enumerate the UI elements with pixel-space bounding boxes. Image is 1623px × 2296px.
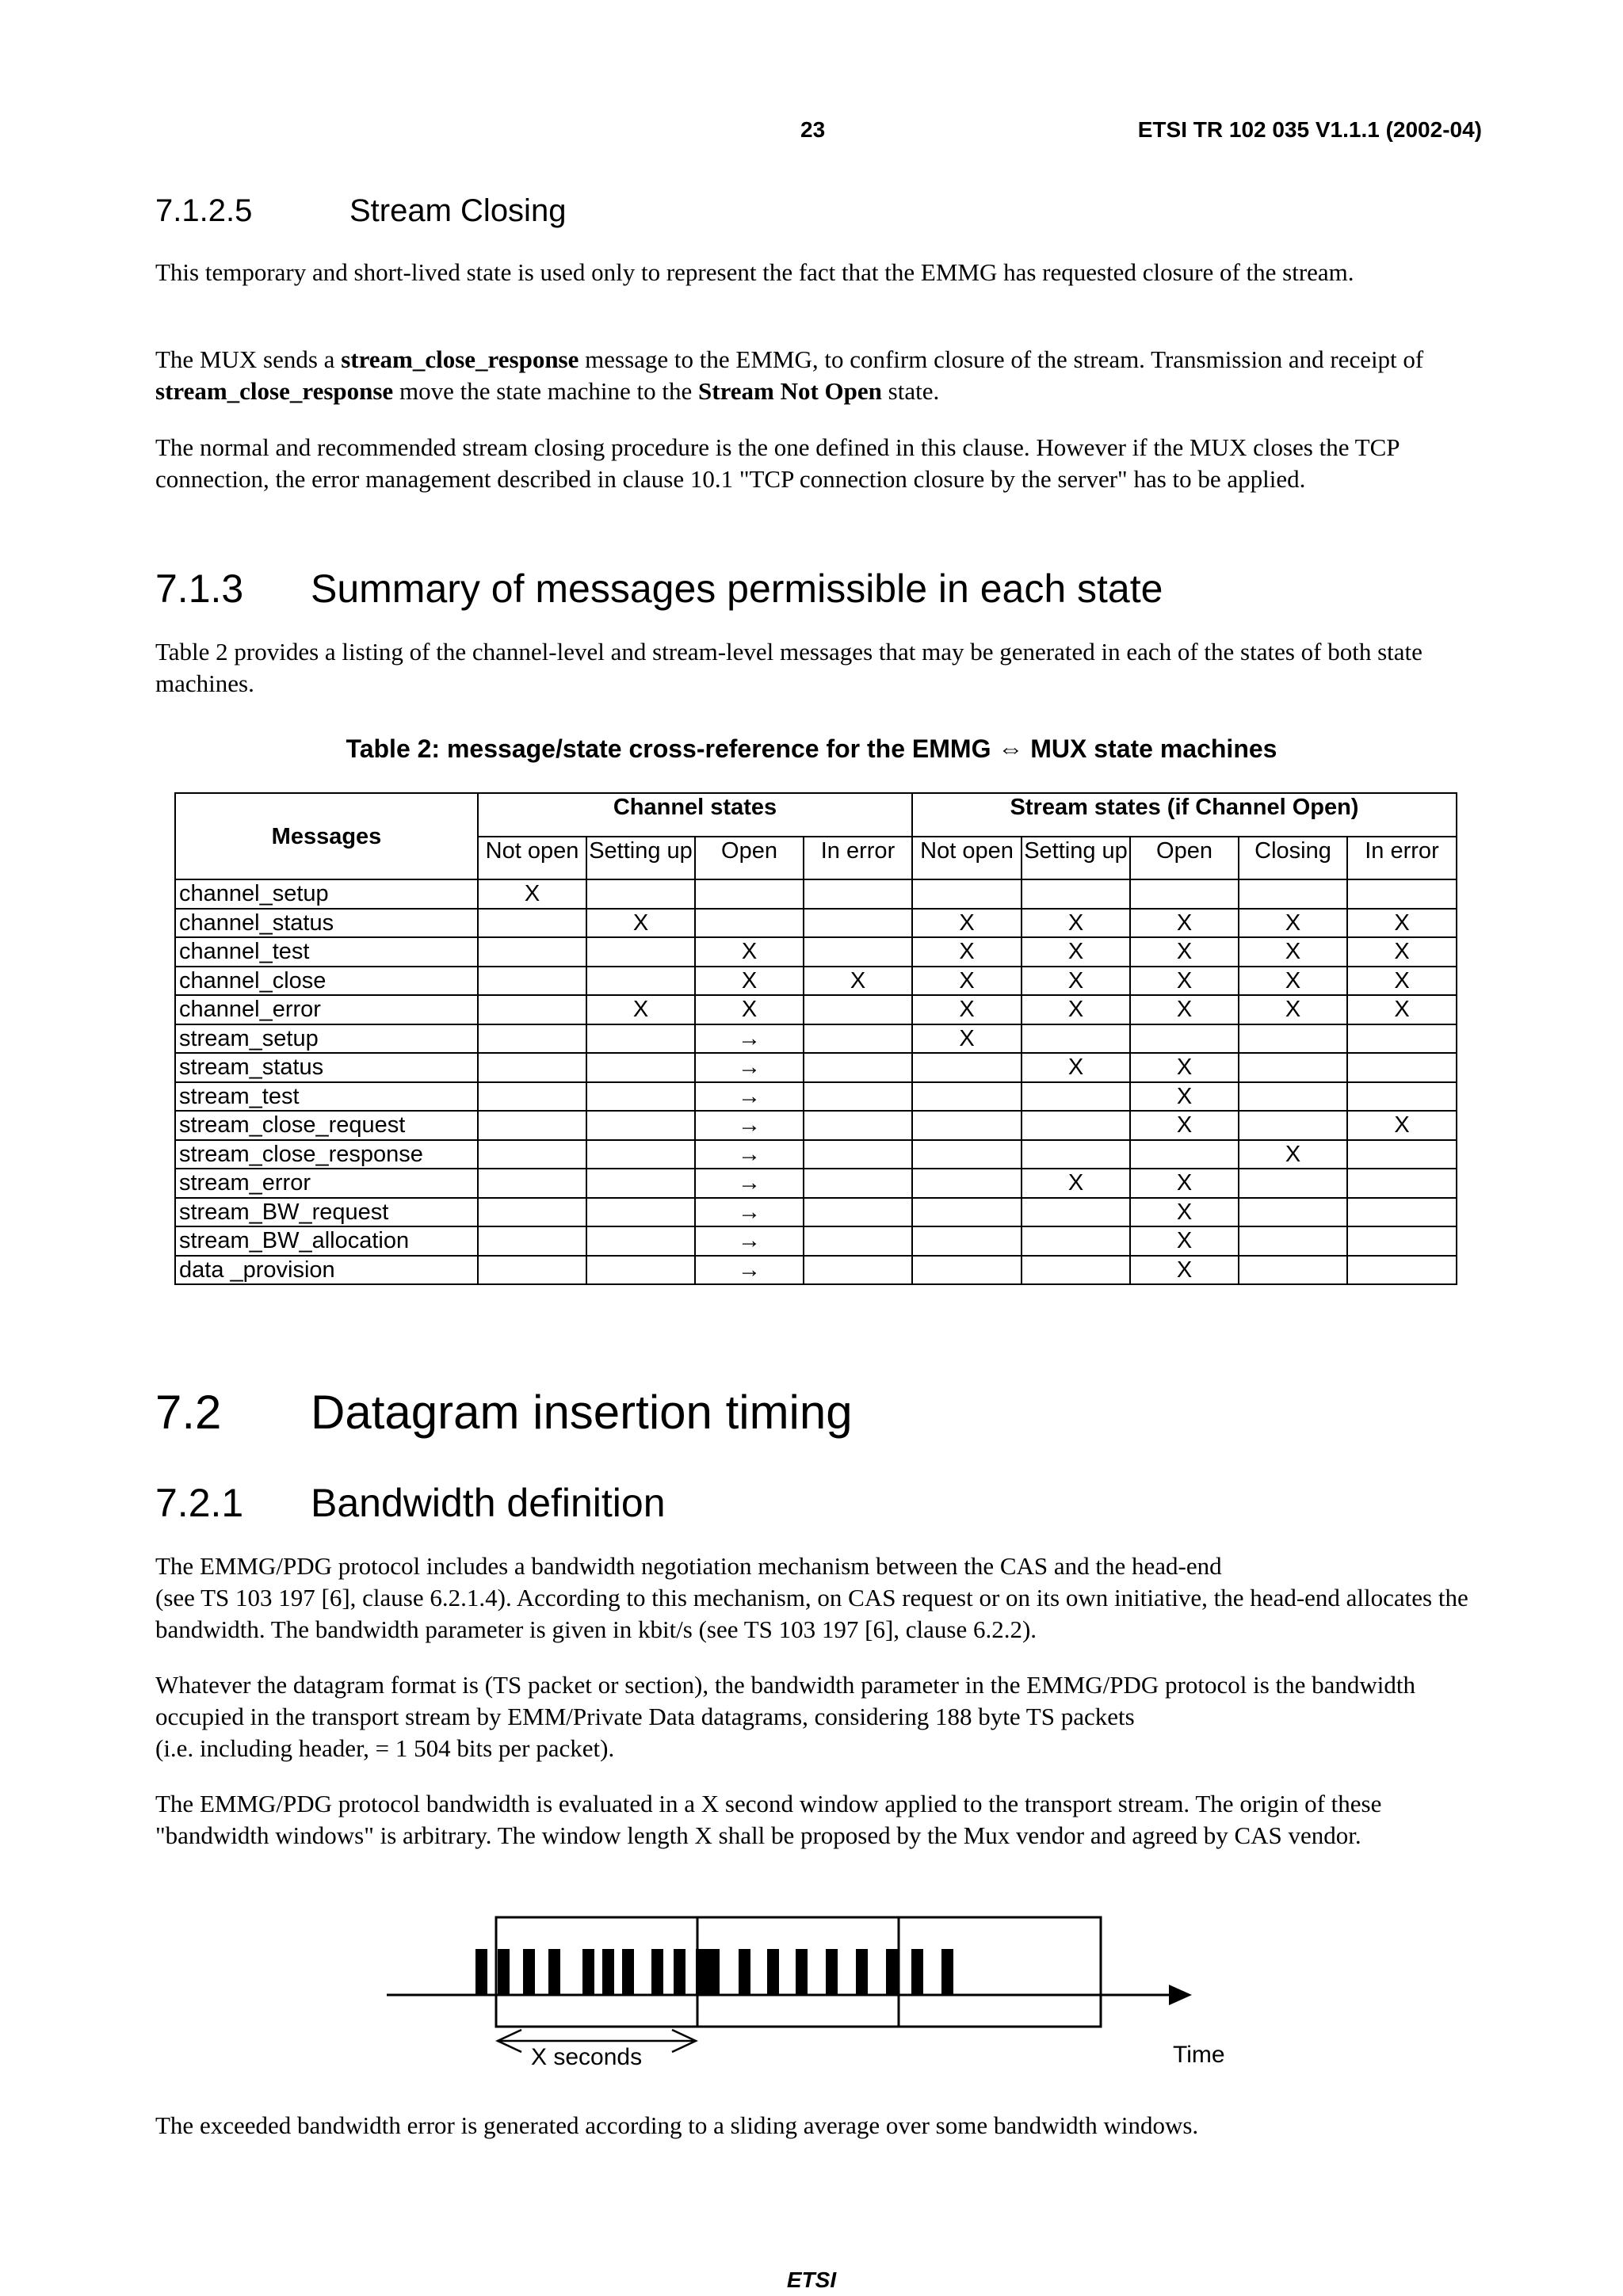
state-cell: X — [912, 995, 1022, 1024]
paragraph-bandwidth-3: The EMMG/PDG protocol bandwidth is evaluated in a X second window applied to the transport stream. The origin of these "bandwidth windows" is arbitrary. The window length X shall be proposed by the Mux vendor and agreed by CAS vendor. — [155, 1790, 1382, 1849]
state-cell — [912, 1053, 1022, 1082]
message-name-cell: stream_test — [175, 1082, 478, 1112]
table-row — [175, 1082, 1457, 1112]
state-cell: X — [912, 967, 1022, 996]
state-name: Stream Not Open — [698, 377, 882, 405]
message-name-cell: channel_test — [175, 937, 478, 967]
state-cell: X — [1239, 909, 1347, 938]
bandwidth-window-diagram — [372, 1901, 1252, 2092]
state-cell: X — [912, 1024, 1022, 1054]
state-cell: X — [1130, 1111, 1239, 1140]
state-cell: X — [1130, 909, 1239, 938]
state-cell — [1347, 1198, 1457, 1227]
datagram-bar — [886, 1949, 898, 1995]
heading-title: Bandwidth definition — [311, 1481, 666, 1525]
state-cell: X — [912, 937, 1022, 967]
state-cell — [804, 1053, 912, 1082]
state-cell — [1347, 1226, 1457, 1256]
state-cell — [1239, 1226, 1347, 1256]
message-name-cell: channel_close — [175, 967, 478, 996]
message-name: stream_close_response — [155, 377, 394, 405]
state-cell — [1130, 1024, 1239, 1054]
heading-number: 7.1.3 — [155, 566, 244, 611]
heading-title: Summary of messages permissible in each state — [311, 566, 1163, 611]
datagram-bar — [941, 1949, 953, 1995]
state-cell — [586, 1169, 695, 1198]
state-cell — [478, 967, 586, 996]
state-cell — [586, 1082, 695, 1112]
state-cell: X — [1239, 967, 1347, 996]
state-cell — [1239, 1256, 1347, 1285]
state-cell — [1347, 1053, 1457, 1082]
datagram-bar — [651, 1949, 663, 1995]
state-cell — [586, 937, 695, 967]
state-cell — [478, 1198, 586, 1227]
state-column-header: Not open — [478, 837, 586, 880]
state-cell — [1347, 879, 1457, 909]
state-cell — [586, 1140, 695, 1169]
footer-etsi: ETSI — [786, 2267, 837, 2292]
message-name-cell: stream_close_request — [175, 1111, 478, 1140]
datagram-bar — [548, 1949, 560, 1995]
table-row — [175, 967, 1457, 996]
message-name: stream_close_response — [341, 345, 579, 373]
state-cell — [586, 1111, 695, 1140]
state-cell — [1347, 1024, 1457, 1054]
state-cell: X — [912, 909, 1022, 938]
datagram-bar — [622, 1949, 634, 1995]
table-caption: Table 2: message/state cross-reference for the EMMG ⇔ MUX state machines — [346, 734, 1277, 763]
state-cell — [1022, 1111, 1130, 1140]
table-row — [175, 1256, 1457, 1285]
state-cell — [1239, 879, 1347, 909]
table-row — [175, 1226, 1457, 1256]
heading-summary-of-messages — [155, 566, 1163, 612]
state-cell — [912, 879, 1022, 909]
state-cell: X — [1347, 937, 1457, 967]
state-cell: → — [695, 1256, 804, 1285]
state-cell — [804, 995, 912, 1024]
table-row — [175, 1198, 1457, 1227]
paragraph-bandwidth-2 — [155, 1669, 1475, 1764]
datagram-bar — [696, 1949, 708, 1995]
table-body — [175, 879, 1457, 1284]
message-name-cell: channel_status — [175, 909, 478, 938]
paragraph-line: The EMMG/PDG protocol includes a bandwidth negotiation mechanism between the CAS and the head-end — [155, 1552, 1222, 1580]
datagram-bar — [708, 1949, 720, 1995]
datagram-bar — [674, 1949, 685, 1995]
paragraph-table-intro: Table 2 provides a listing of the channel-level and stream-level messages that may be generated in each of the states of both state machines. — [155, 638, 1423, 697]
text-run: move the state machine to the — [393, 377, 698, 405]
state-cell — [804, 1140, 912, 1169]
state-cell: X — [1022, 937, 1130, 967]
state-cell: X — [1130, 1169, 1239, 1198]
message-name-cell: stream_setup — [175, 1024, 478, 1054]
heading-bandwidth-definition — [155, 1480, 666, 1526]
state-cell: X — [478, 879, 586, 909]
state-cell — [478, 1226, 586, 1256]
state-cell — [1130, 1140, 1239, 1169]
datagram-bar — [767, 1949, 779, 1995]
heading-number: 7.1.2.5 — [155, 193, 253, 228]
state-cell — [912, 1082, 1022, 1112]
datagram-bar — [498, 1949, 510, 1995]
heading-title: Stream Closing — [349, 193, 567, 228]
state-cell — [804, 1082, 912, 1112]
text-run: state. — [881, 377, 940, 405]
datagram-bar — [796, 1949, 808, 1995]
table-row — [175, 879, 1457, 909]
state-cell: X — [1130, 937, 1239, 967]
table-row — [175, 1169, 1457, 1198]
state-cell: X — [1130, 1053, 1239, 1082]
state-cell: X — [1347, 909, 1457, 938]
state-cell: X — [1022, 1169, 1130, 1198]
table-row — [175, 1053, 1457, 1082]
state-cell — [1239, 1082, 1347, 1112]
state-cell — [1347, 1082, 1457, 1112]
message-name-cell: stream_BW_allocation — [175, 1226, 478, 1256]
state-cell — [1347, 1169, 1457, 1198]
table-row — [175, 995, 1457, 1024]
heading-number: 7.2.1 — [155, 1481, 244, 1525]
state-cell — [1022, 1198, 1130, 1227]
state-cell — [478, 1140, 586, 1169]
state-cell — [912, 1140, 1022, 1169]
heading-stream-closing — [155, 193, 566, 229]
state-cell — [586, 1256, 695, 1285]
state-cell: X — [586, 995, 695, 1024]
state-cell — [478, 1053, 586, 1082]
state-cell — [586, 1198, 695, 1227]
state-cell: X — [1130, 1226, 1239, 1256]
state-cell: X — [1347, 995, 1457, 1024]
time-axis-arrowhead — [1169, 1985, 1192, 2005]
heading-number: 7.2 — [155, 1386, 222, 1439]
state-cell — [804, 879, 912, 909]
state-cell: → — [695, 1024, 804, 1054]
page-number: 23 — [800, 117, 826, 142]
message-name-cell: stream_BW_request — [175, 1198, 478, 1227]
state-cell — [478, 937, 586, 967]
state-cell — [804, 1256, 912, 1285]
x-seconds-label: X seconds — [531, 2044, 643, 2070]
state-cell: X — [1022, 909, 1130, 938]
state-cell — [478, 1111, 586, 1140]
state-cell — [695, 909, 804, 938]
state-cell — [1022, 1024, 1130, 1054]
state-cell — [804, 937, 912, 967]
paragraph-bandwidth-1 — [155, 1550, 1475, 1646]
state-column-header: Closing — [1239, 837, 1347, 880]
table-row — [175, 937, 1457, 967]
state-column-header: Setting up — [586, 837, 695, 880]
state-cell: X — [695, 937, 804, 967]
state-cell — [804, 1198, 912, 1227]
state-cell — [804, 1226, 912, 1256]
state-cell: → — [695, 1140, 804, 1169]
state-cell: X — [1130, 1256, 1239, 1285]
table-row — [175, 909, 1457, 938]
state-cell: X — [804, 967, 912, 996]
paragraph-bandwidth-4: The exceeded bandwidth error is generated according to a sliding average over some bandwidth windows. — [155, 2111, 1199, 2139]
state-cell — [1022, 879, 1130, 909]
datagram-bar — [826, 1949, 838, 1995]
state-cell — [804, 1024, 912, 1054]
state-cell — [804, 1111, 912, 1140]
datagram-bar — [739, 1949, 750, 1995]
state-cell: → — [695, 1169, 804, 1198]
state-cell — [1239, 1111, 1347, 1140]
state-cell — [1022, 1226, 1130, 1256]
state-cell — [586, 879, 695, 909]
state-cell — [1239, 1024, 1347, 1054]
state-cell: X — [1239, 1140, 1347, 1169]
paragraph-stream-closing-3: The normal and recommended stream closing procedure is the one defined in this clause. However if the MUX closes the TCP connection, the error management described in clause 10.1 "TCP connection closure by the server" has to be applied. — [155, 433, 1400, 493]
datagram-bar — [523, 1949, 535, 1995]
message-name-cell: data _provision — [175, 1256, 478, 1285]
state-cell — [1239, 1198, 1347, 1227]
state-cell — [1347, 1256, 1457, 1285]
state-cell: X — [1022, 995, 1130, 1024]
table-row — [175, 1140, 1457, 1169]
state-cell — [1239, 1053, 1347, 1082]
state-cell: X — [1022, 1053, 1130, 1082]
state-cell — [695, 879, 804, 909]
state-cell: X — [1130, 1082, 1239, 1112]
state-cell: X — [1130, 995, 1239, 1024]
datagram-bar — [602, 1949, 614, 1995]
heading-datagram-insertion-timing — [155, 1385, 853, 1440]
datagram-bars — [475, 1949, 953, 1995]
state-column-header: In error — [804, 837, 912, 880]
table-row — [175, 1111, 1457, 1140]
state-cell — [478, 995, 586, 1024]
state-cell — [1347, 1140, 1457, 1169]
paragraph-line: Whatever the datagram format is (TS packet or section), the bandwidth parameter in the EMMG/PDG protocol is the bandwidth occupied in the transport stream by EMM/Private Data datagrams, considering 188 byte TS packets — [155, 1671, 1416, 1730]
state-column-header: Open — [695, 837, 804, 880]
state-cell: → — [695, 1053, 804, 1082]
message-name-cell: channel_error — [175, 995, 478, 1024]
state-cell — [912, 1226, 1022, 1256]
heading-title: Datagram insertion timing — [311, 1386, 853, 1439]
state-cell: → — [695, 1198, 804, 1227]
state-cell — [912, 1198, 1022, 1227]
state-column-header: Setting up — [1022, 837, 1130, 880]
state-cell — [1022, 1256, 1130, 1285]
state-cell: X — [1347, 1111, 1457, 1140]
state-cell — [478, 1024, 586, 1054]
time-label: Time — [1173, 2042, 1225, 2068]
state-cell — [912, 1256, 1022, 1285]
state-cell: → — [695, 1082, 804, 1112]
state-cell: → — [695, 1226, 804, 1256]
paragraph-stream-closing-2 — [155, 344, 1475, 407]
state-cell — [478, 1256, 586, 1285]
state-cell — [1239, 1169, 1347, 1198]
state-cell — [804, 1169, 912, 1198]
state-cell — [1022, 1140, 1130, 1169]
message-name-cell: stream_close_response — [175, 1140, 478, 1169]
text-run: The MUX sends a — [155, 345, 342, 373]
messages-column-header: Messages — [175, 793, 478, 879]
state-column-header: Open — [1130, 837, 1239, 880]
state-cell — [586, 1024, 695, 1054]
state-cell — [586, 967, 695, 996]
state-cell: X — [695, 995, 804, 1024]
text-run: message to the EMMG, to confirm closure of the stream. Transmission and receipt of — [579, 345, 1424, 373]
state-cell: X — [1022, 967, 1130, 996]
datagram-bar — [911, 1949, 923, 1995]
state-cell: X — [1239, 995, 1347, 1024]
message-state-table — [174, 792, 1457, 1285]
state-cell — [478, 1082, 586, 1112]
stream-states-header: Stream states (if Channel Open) — [912, 793, 1457, 837]
message-name-cell: stream_status — [175, 1053, 478, 1082]
bandwidth-window-3 — [899, 1917, 1101, 2027]
state-cell: X — [1239, 937, 1347, 967]
message-name-cell: channel_setup — [175, 879, 478, 909]
state-cell: X — [1347, 967, 1457, 996]
state-cell — [1022, 1082, 1130, 1112]
table-row — [175, 1024, 1457, 1054]
state-cell — [912, 1111, 1022, 1140]
state-cell: X — [1130, 1198, 1239, 1227]
state-cell — [478, 1169, 586, 1198]
state-cell — [478, 909, 586, 938]
datagram-bar — [856, 1949, 868, 1995]
datagram-bar — [475, 1949, 487, 1995]
datagram-bar — [582, 1949, 594, 1995]
paragraph-line: (i.e. including header, = 1 504 bits per packet). — [155, 1734, 615, 1762]
document-reference: ETSI TR 102 035 V1.1.1 (2002-04) — [1137, 117, 1482, 142]
state-cell: X — [1130, 967, 1239, 996]
channel-states-header: Channel states — [478, 793, 912, 837]
state-cell — [1130, 879, 1239, 909]
state-column-header: Not open — [912, 837, 1022, 880]
state-cell — [586, 1226, 695, 1256]
state-cell: X — [695, 967, 804, 996]
state-cell — [912, 1169, 1022, 1198]
state-cell — [586, 1053, 695, 1082]
state-column-header: In error — [1347, 837, 1457, 880]
paragraph-stream-closing-1: This temporary and short-lived state is used only to represent the fact that the EMMG has requested closure of the stream. — [155, 258, 1354, 286]
state-cell: → — [695, 1111, 804, 1140]
paragraph-line: (see TS 103 197 [6], clause 6.2.1.4). According to this mechanism, on CAS request or on its own initiative, the head-end allocates the bandwidth. The bandwidth parameter is given in kbit/s (see TS 103 197 [6], clause 6.2.2). — [155, 1584, 1468, 1643]
state-cell: X — [586, 909, 695, 938]
state-cell — [804, 909, 912, 938]
message-name-cell: stream_error — [175, 1169, 478, 1198]
